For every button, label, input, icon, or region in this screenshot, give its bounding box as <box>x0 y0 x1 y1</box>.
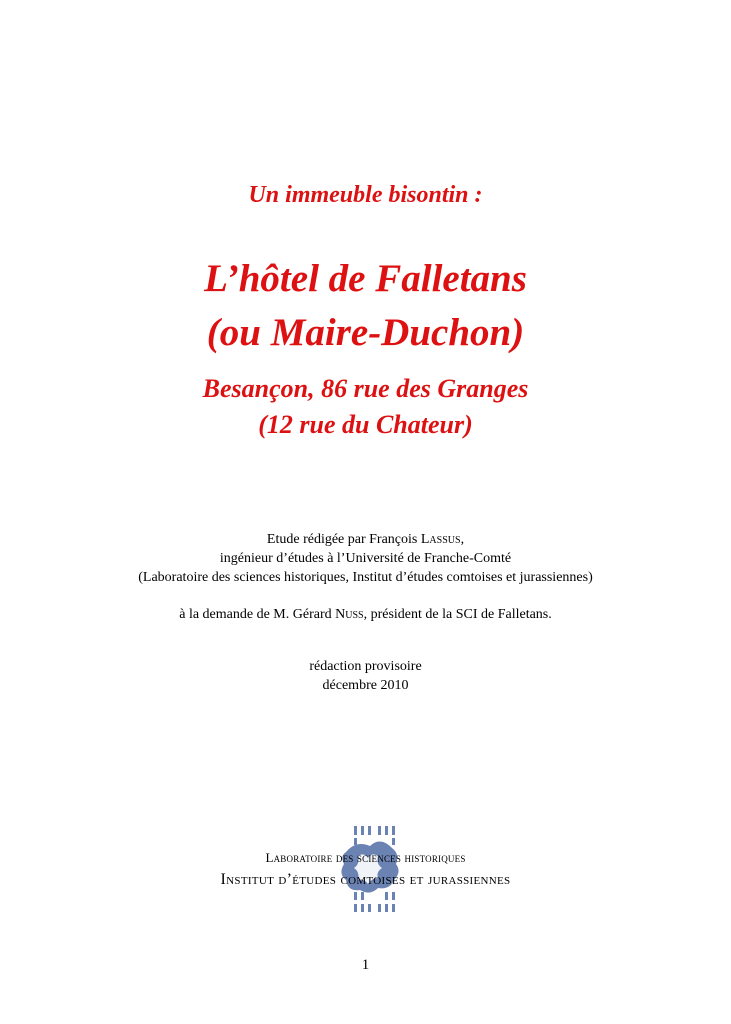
document-title-line1: L’hôtel de Falletans <box>204 257 527 300</box>
address-line2: (12 rue du Chateur) <box>258 410 473 439</box>
draft-date: décembre 2010 <box>322 678 409 693</box>
request-line <box>0 605 731 624</box>
requester-name: Nuss <box>335 607 364 622</box>
author-line <box>0 530 731 549</box>
page-number: 1 <box>361 957 370 973</box>
document-subtitle: Un immeuble bisontin : <box>248 182 483 208</box>
institute-name: Institut d’études comtoises et jurassiennes <box>220 871 511 888</box>
draft-status: rédaction provisoire <box>309 659 422 674</box>
document-title-line2: (ou Maire-Duchon) <box>206 311 525 354</box>
address-line1: Besançon, 86 rue des Granges <box>202 374 529 403</box>
author-name: Lassus <box>420 532 461 547</box>
request-prefix: à la demande de M. Gérard <box>179 607 336 622</box>
laboratory-name: Laboratoire des sciences historiques <box>265 850 466 865</box>
author-affiliation: (Laboratoire des sciences historiques, Institut d’études comtoises et jurassiennes) <box>138 570 593 585</box>
author-position: ingénieur d’études à l’Université de Franche-Comté <box>219 551 512 566</box>
laboratory-logo-icon <box>332 822 412 914</box>
request-suffix: , président de la SCI de Falletans. <box>363 607 552 622</box>
author-suffix: , <box>460 532 465 547</box>
author-prefix: Etude rédigée par François <box>266 532 421 547</box>
